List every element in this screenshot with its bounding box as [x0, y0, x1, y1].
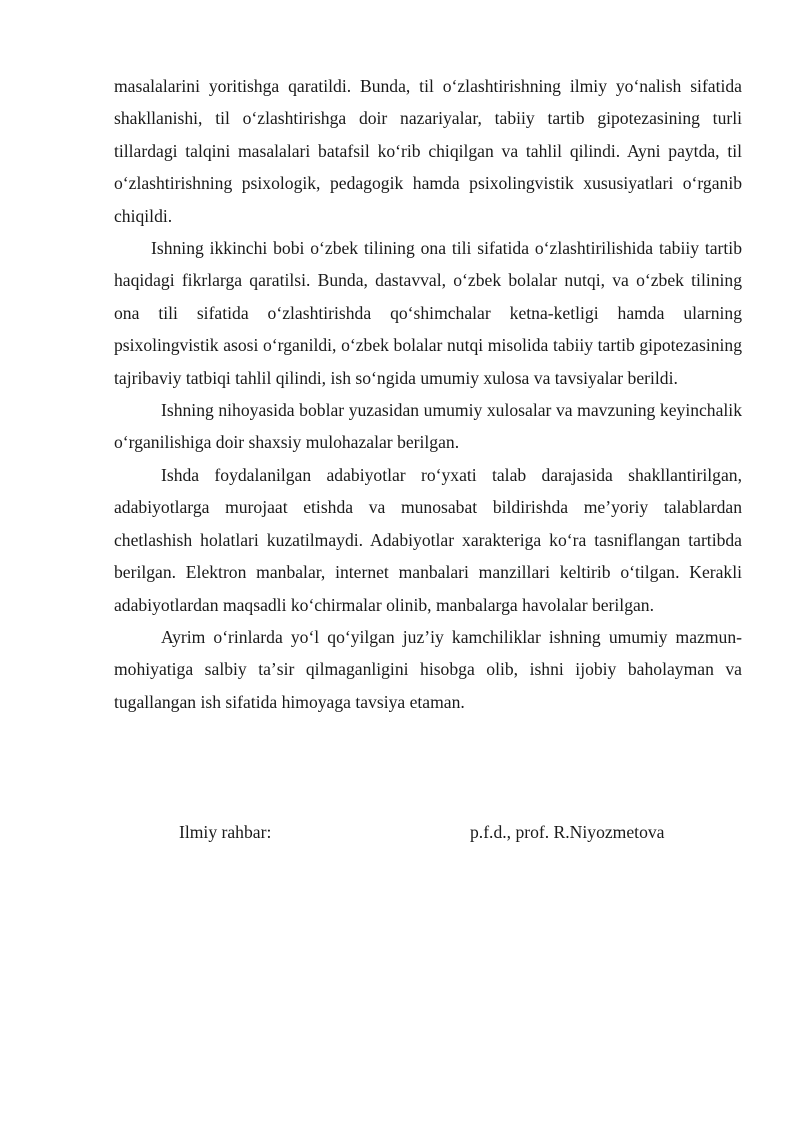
paragraph-conclusion: Ishning nihoyasida boblar yuzasidan umumiy xulosalar va mavzuning keyinchalik oʻrganilishiga doir shaxsiy mulohazalar berilgan.: [114, 400, 742, 453]
paragraph-intro-continuation: masalalarini yoritishga qaratildi. Bunda, til oʻzlashtirishning ilmiy yoʻnalish sifatida shakllanishi, til oʻzlashtirishga doir nazariyalar, tabiiy tartib gipotezasining turli tillardagi talqini masalalari batafsil koʻrib chiqilgan va tahlil qilindi. Ayni paytda, til oʻzlashtirishning psixologik, pedagogik hamda psixolingvistik xususiyatlari oʻrganib chiqildi.: [114, 76, 742, 226]
paragraph-second-chapter: Ishning ikkinchi bobi oʻzbek tilining ona tili sifatida oʻzlashtirilishida tabiiy tartib haqidagi fikrlarga qaratilsi. Bunda, dastavval, oʻzbek bolalar nutqi, va oʻzbek tilining ona tili sifatida oʻzlashtirishda qoʻshimchalar ketna-ketligi hamda ularning psixolingvistik asosi oʻrganildi, oʻzbek bolalar nutqi misolida tabiiy tartib gipotezasining tajribaviy tatbiqi tahlil qilindi, ish soʻngida umumiy xulosa va tavsiyalar berildi.: [114, 238, 742, 388]
signature-name: p.f.d., prof. R.Niyozmetova: [470, 822, 665, 842]
paragraph-evaluation: Ayrim oʻrinlarda yoʻl qoʻyilgan juzʼiy kamchiliklar ishning umumiy mazmun-mohiyatiga salbiy taʼsir qilmaganligini hisobga olib, ishni ijobiy baholayman va tugallangan ish sifatida himoyaga tavsiya etaman.: [114, 626, 742, 712]
signature-block: [0, 817, 800, 847]
document-body: [114, 70, 742, 718]
paragraph-references: Ishda foydalanilgan adabiyotlar roʻyxati talab darajasida shakllantirilgan, adabiyotlarga murojaat etishda va munosabat bildirishda meʼyoriy talablardan chetlashish holatlari kuzatilmaydi. Adabiyotlar xarakteriga koʻra tasniflangan tartibda berilgan. Elektron manbalar, internet manbalari manzillari keltirib oʻtilgan. Kerakli adabiyotlardan maqsadli koʻchirmalar olinib, manbalarga havolalar berilgan.: [114, 464, 742, 615]
signature-role: Ilmiy rahbar:: [179, 822, 272, 842]
